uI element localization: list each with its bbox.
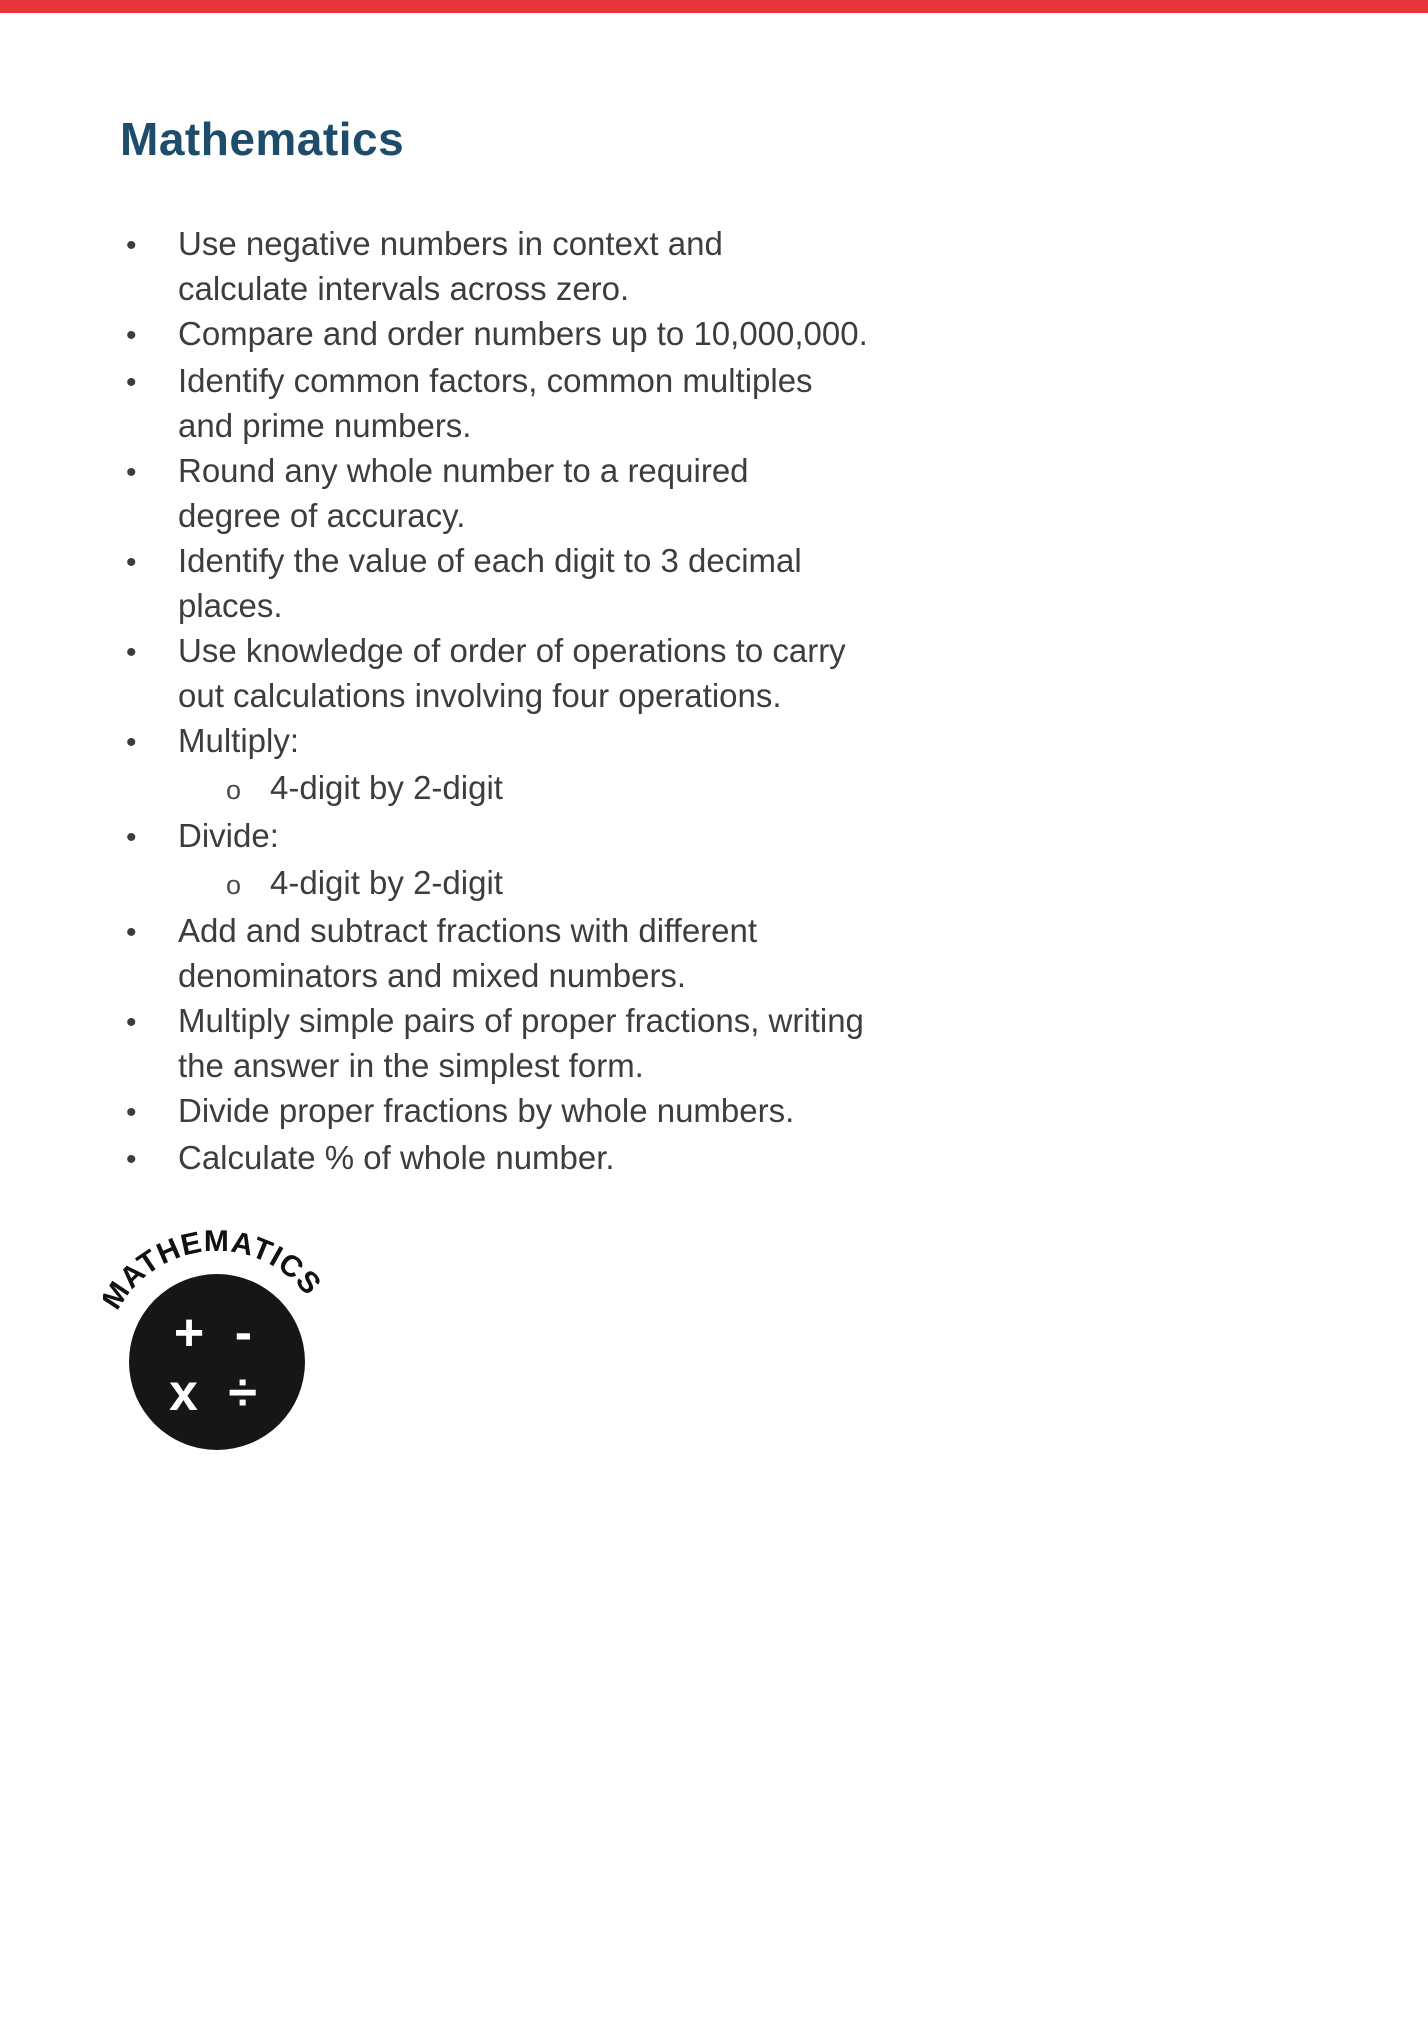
bullet-icon <box>120 448 178 495</box>
list-item <box>120 448 1080 538</box>
list-subitem <box>220 765 1080 813</box>
list-item-text: Round any whole number to a required degree of accuracy. <box>178 452 749 534</box>
list-item <box>120 1135 1080 1182</box>
list-item-text: Add and subtract fractions with different denominators and mixed numbers. <box>178 912 758 994</box>
bullet-icon <box>120 813 178 860</box>
sub-bullet-icon <box>220 765 270 813</box>
list-item-text: 4-digit by 2-digit <box>270 769 503 806</box>
bullet-icon <box>120 538 178 585</box>
sub-bullet-icon <box>220 860 270 908</box>
list-subitem <box>220 860 1080 908</box>
list-item-text: 4-digit by 2-digit <box>270 864 503 901</box>
top-accent-bar <box>0 0 1428 13</box>
bullet-icon <box>120 358 178 405</box>
list-item <box>120 311 1080 358</box>
list-item <box>120 538 1080 628</box>
list-item <box>120 998 1080 1088</box>
list-item-text: Multiply: <box>178 722 300 759</box>
list-item <box>120 358 1080 448</box>
bullet-icon <box>120 908 178 955</box>
list-item <box>120 628 1080 718</box>
bullet-icon <box>120 311 178 358</box>
objectives-list <box>120 221 1080 1182</box>
bullet-icon <box>120 1088 178 1135</box>
page-title: Mathematics <box>120 113 405 165</box>
list-item <box>120 908 1080 998</box>
list-item-text: Multiply simple pairs of proper fractions, writing the answer in the simplest form. <box>178 1002 864 1084</box>
mathematics-logo <box>103 1222 353 1472</box>
list-item <box>120 813 1080 860</box>
logo-symbols-row1: + - <box>173 1304 261 1362</box>
logo-symbols-row2: x ÷ <box>169 1364 265 1422</box>
list-item-text: Divide: <box>178 817 279 854</box>
bullet-icon <box>120 1135 178 1182</box>
logo-arc-text: ATHEMATICS <box>113 1224 328 1302</box>
list-item-text: Identify common factors, common multiples and prime numbers. <box>178 362 813 444</box>
list-item <box>120 1088 1080 1135</box>
list-item <box>120 718 1080 765</box>
list-item-text: Use negative numbers in context and calculate intervals across zero. <box>178 225 723 307</box>
list-item-text: Use knowledge of order of operations to carry out calculations involving four operations. <box>178 632 846 714</box>
logo-circle <box>129 1274 305 1450</box>
bullet-icon <box>120 998 178 1045</box>
mathematics-logo-icon <box>103 1222 353 1472</box>
list-item-text: Compare and order numbers up to 10,000,000. <box>178 315 868 352</box>
bullet-icon <box>120 628 178 675</box>
bullet-icon <box>120 718 178 765</box>
list-item-text: Calculate % of whole number. <box>178 1139 615 1176</box>
list-item-text: Divide proper fractions by whole numbers. <box>178 1092 795 1129</box>
bullet-icon <box>120 221 178 268</box>
list-item <box>120 221 1080 311</box>
list-item-text: Identify the value of each digit to 3 decimal places. <box>178 542 802 624</box>
